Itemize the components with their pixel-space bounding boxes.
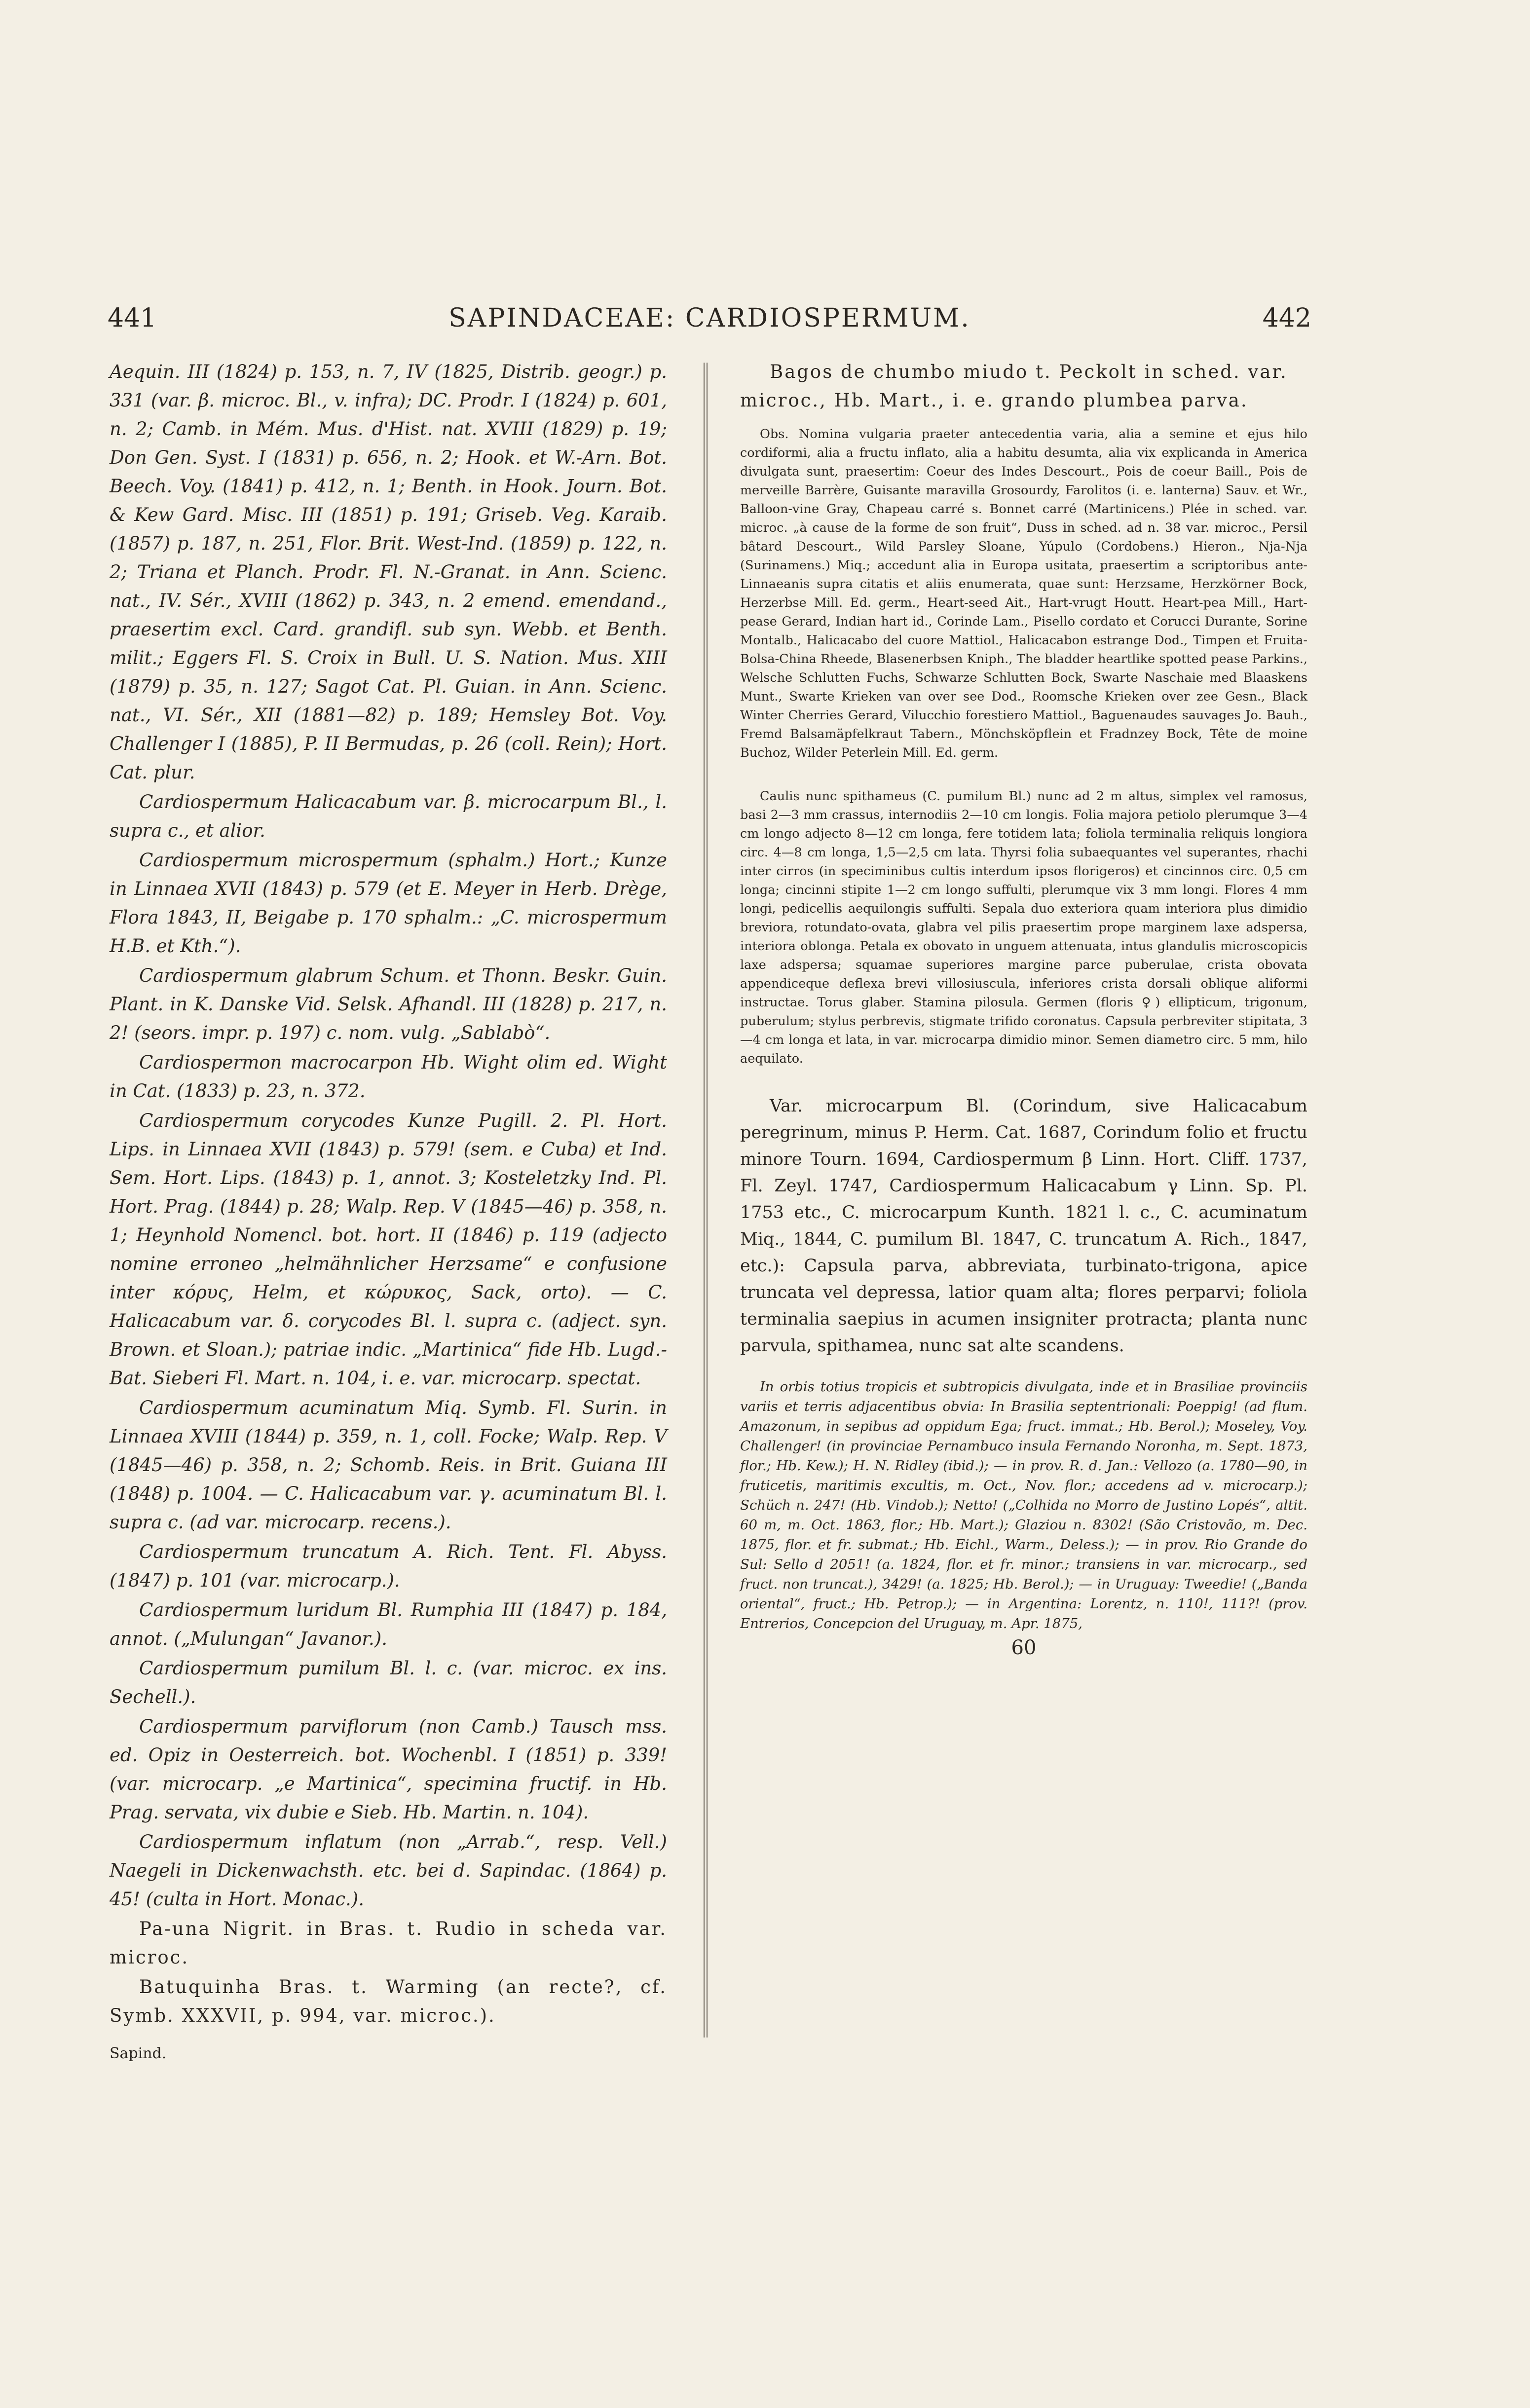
synonym-entry: Cardiospermum glabrum Schum. et Thonn. Beskr. Guin. Plant. in K. Danske Vid. Selsk. Afhandl. III (1828) p. 217, n. 2! (seors. impr. p. 197) c. nom. vulg. „Sablabò“. — [110, 965, 667, 1043]
synonym-entry: Cardiospermum parviflorum (non Camb.) Tausch mss. ed. Opiz in Oesterreich. bot. Wochenbl. I (1851) p. 339! (var. microcarp. „e Martinica“, specimina fructif. in Hb. Prag. servata, vix dubie e Sieb. Hb. Martin. n. 104). — [110, 1716, 667, 1823]
synonym-entry: Cardiospermum microspermum (sphalm.) Hort.; Kunze in Linnaea XVII (1843) p. 579 (et E. Meyer in Herb. Drège, Flora 1843, II, Beigabe p. 170 sphalm.: „C. microspermum H.B. et Kth.“). — [110, 850, 667, 957]
page-header — [108, 303, 1311, 338]
spacer — [740, 1068, 1307, 1093]
synonym-entry: Cardiospermum truncatum A. Rich. Tent. Fl. Abyss. (1847) p. 101 (var. microcarp.). — [110, 1541, 667, 1591]
vernacular-lead: Bagos de chumbo miudo t. Peckolt in sched. var. microc., Hb. Mart., i. e. grando plumbea parva. — [740, 361, 1288, 411]
synonym-entry: Aequin. III (1824) p. 153, n. 7, IV (1825, Distrib. geogr.) p. 331 (var. β. microc. Bl., v. infra); DC. Prodr. I (1824) p. 601, n. 2; Camb. in Mém. Mus. d'Hist. nat. XVIII (1829) p. 19; Don Gen. Syst. I (1831) p. 656, n. 2; Hook. et W.-Arn. Bot. Beech. Voy. (1841) p. 412, n. 1; Benth. in Hook. Journ. Bot. & Kew Gard. Misc. III (1851) p. 191; Griseb. Veg. Karaib. (1857) p. 187, n. 251, Flor. Brit. West-Ind. (1859) p. 122, n. 2; Triana et Planch. Prodr. Fl. N.-Granat. in Ann. Scienc. nat., IV. Sér., XVIII (1862) p. 343, n. 2 emend. emendand., praesertim excl. Card. grandifl. sub syn. Webb. et Benth. milit.; Eggers Fl. S. Croix in Bull. U. S. Nation. Mus. XIII (1879) p. 35, n. 127; Sagot Cat. Pl. Guian. in Ann. Scienc. nat., VI. Sér., XII (1881—82) p. 189; Hemsley Bot. Voy. Challenger I (1885), P. II Bermudas, p. 26 (coll. Rein); Hort. Cat. plur. — [110, 361, 667, 783]
vernacular-name: Pa-una Nigrit. in Bras. t. Rudio in scheda var. microc. — [110, 1918, 667, 1968]
distribution-paragraph: In orbis totius tropicis et subtropicis divulgata, inde et in Brasiliae provinciis variis et terris adjacentibus obvia: In Brasilia septentrionali: Poeppig! (ad flum. Amazonum, in sepibus ad oppidum Ega; fruct. immat.; Hb. Berol.); Moseley, Voy. Challenger! (in provinciae Pernambuco insula Fernando Noronha, m. Sept. 1873, flor.; Hb. Kew.); H. N. Ridley (ibid.); — in prov. R. d. Jan.: Vellozo (a. 1780—90, in fruticetis, maritimis excultis, m. Oct., Nov. flor.; accedens ad v. microcarp.); Schüch n. 247! (Hb. Vindob.); Netto! („Colhida no Morro de Justino Lopés“, altit. 60 m, m. Oct. 1863, flor.; Hb. Mart.); Glaziou n. 8302! (São Cristovão, m. Dec. 1875, flor. et fr. submat.; Hb. Eichl., Warm., Deless.); — in prov. Rio Grande do Sul: Sello d 2051! (a. 1824, flor. et fr. minor.; transiens in var. microcarp., sed fruct. non truncat.), 3429! (a. 1825; Hb. Berol.); — in Uruguay: Tweedie! („Banda oriental“, fruct.; Hb. Petrop.); — in Argentina: Lorentz, n. 110!, 111?! (prov. Entrerios, Concepcion del Uruguay, m. Apr. 1875, — [740, 1379, 1307, 1631]
column-divider — [704, 363, 708, 2038]
observation-paragraph: Obs. Nomina vulgaria praeter antecedentia varia, alia a semine et ejus hilo cordiformi, alia a fructu inflato, alia a habitu desumta, alia vix explicanda in America divulgata sunt, praesertim: Coeur des Indes Descourt., Pois de coeur Baill., Pois de merveille Barrère, Guisante maravilla Grosourdy, Farolitos (i. e. lanterna) Sauv. et Wr., Balloon-vine Gray, Chapeau carré s. Bonnet carré (Martinicens.) Plée in sched. var. microc. „à cause de la forme de son fruit“, Duss in sched. ad n. 38 var. microc., Persil bâtard Descourt., Wild Parsley Sloane, Yúpulo (Cordobens.) Hieron., Nja-Nja (Surinamens.) Miq.; accedunt alia in Europa usitata, praesertim a scriptoribus ante-Linnaeanis supra citatis et aliis enumerata, quae sunt: Herzsame, Herzkörner Bock, Herzerbse Mill. Ed. germ., Heart-seed Ait., Hart-vrugt Houtt. Heart-pea Mill., Hart-pease Gerard, Indian hart id., Corinde Lam., Pisello cordato et Corucci Durante, Sorine Montalb., Halicacabo del cuore Mattiol., Halicacabon estrange Dod., Timpen et Fruita-Bolsa-China Rheede, Blasenerbsen Kniph., The bladder heartlike spotted pease Parkins., Welsche Schlutten Fuchs, Schwarze Schlutten Bock, Swarte Naschaie med Blaaskens Munt., Swarte Krieken van over see Dod., Roomsche Krieken over zee Gesn., Black Winter Cherries Gerard, Vilucchio forestiero Mattiol., Baguenaudes sauvages Jo. Bauh., Fremd Balsamäpfelkraut Tabern., Mönchsköpflein et Fradnzey Bock, Tête de moine Buchoz, Wilder Peterlein Mill. Ed. germ. — [740, 427, 1307, 760]
page-number-left: 441 — [108, 303, 157, 333]
running-title: SAPINDACEAE: CARDIOSPERMUM. — [448, 303, 970, 333]
variety-paragraph: Var. microcarpum Bl. (Corindum, sive Halicacabum peregrinum, minus P. Herm. Cat. 1687, Corindum folio et fructu minore Tourn. 1694, Cardiospermum β Linn. Hort. Cliff. 1737, Fl. Zeyl. 1747, Cardiospermum Halicacabum γ Linn. Sp. Pl. 1753 etc., C. microcarpum Kunth. 1821 l. c., C. acuminatum Miq., 1844, C. pumilum Bl. 1847, C. truncatum A. Rich., 1847, etc.): Capsula parva, abbreviata, turbinato-trigona, apice truncata vel depressa, latior quam alta; flores perparvi; foliola terminalia saepius in acumen insigniter protracta; planta nunc parvula, spithamea, nunc sat alte scandens. — [740, 1096, 1307, 1356]
signature-number: 60 — [1011, 1636, 1037, 1659]
page-number-right: 442 — [1262, 303, 1311, 333]
vernacular-name: Batuquinha Bras. t. Warming (an recte?, cf. Symb. XXXVII, p. 994, var. microc.). — [110, 1976, 667, 2026]
spacer — [740, 762, 1307, 787]
left-column — [110, 358, 667, 2062]
synonym-entry: Cardiospermum acuminatum Miq. Symb. Fl. Surin. in Linnaea XVIII (1844) p. 359, n. 1, coll. Focke; Walp. Rep. V (1845—46) p. 358, n. 2; Schomb. Reis. in Brit. Guiana III (1848) p. 1004. — C. Halicacabum var. γ. acuminatum Bl. l. supra c. (ad var. microcarp. recens.). — [110, 1397, 667, 1533]
right-column — [740, 358, 1307, 1659]
synonym-entry: Cardiospermum Halicacabum var. β. microcarpum Bl., l. supra c., et alior. — [110, 791, 667, 841]
synonym-entry: Cardiospermum pumilum Bl. l. c. (var. microc. ex ins. Sechell.). — [110, 1658, 667, 1707]
synonym-entry: Cardiospermum luridum Bl. Rumphia III (1847) p. 184, annot. („Mulungan“ Javanor.). — [110, 1599, 667, 1649]
synonym-entry: Cardiospermon macrocarpon Hb. Wight olim ed. Wight in Cat. (1833) p. 23, n. 372. — [110, 1052, 667, 1102]
signature-mark: Sapind. — [110, 2045, 167, 2062]
description-paragraph: Caulis nunc spithameus (C. pumilum Bl.) nunc ad 2 m altus, simplex vel ramosus, basi 2—3 mm crassus, internodiis 2—10 cm longis. Folia majora petiolo plerumque 3—4 cm longo adjecto 8—12 cm longa, fere totidem lata; foliola terminalia reliquis longiora circ. 4—8 cm longa, 1,5—2,5 cm lata. Thyrsi folia subaequantes vel superantes, rhachi inter cirros (in speciminibus cultis interdum ipsos florigeros) et cincinnos circ. 0,5 cm longa; cincinni stipite 1—2 cm longo suffulti, plerumque vix 3 mm longi. Flores 4 mm longi, pedicellis aequilongis suffulti. Sepala duo exteriora quam interiora plus dimidio breviora, rotundato-ovata, glabra vel pilis praesertim prope marginem laxe adspersa, interiora oblonga. Petala ex obovato in unguem attenuata, intus glandulis microscopicis laxe adspersa; squamae superiores margine parce puberulae, crista obovata appendiceque deflexa brevi villosiusculа, inferiores crista dorsali oblique aliformi instructae. Torus glaber. Stamina pilosula. Germen (floris ♀) ellipticum, trigonum, puberulum; stylus perbrevis, stigmate trifido coronatus. Capsula perbreviter stipitata, 3—4 cm longa et lata, in var. microcarpa dimidio minor. Semen diametro circ. 5 mm, hilo aequilato. — [740, 789, 1307, 1066]
synonym-entry: Cardiospermum inflatum (non „Arrab.“, resp. Vell.) Naegeli in Dickenwachsth. etc. bei d. Sapindac. (1864) p. 45! (culta in Hort. Monac.). — [110, 1831, 667, 1910]
synonym-entry: Cardiospermum corycodes Kunze Pugill. 2. Pl. Hort. Lips. in Linnaea XVII (1843) p. 579! (sem. e Cuba) et Ind. Sem. Hort. Lips. (1843) p. 1, annot. 3; Kosteletzky Ind. Pl. Hort. Prag. (1844) p. 28; Walp. Rep. V (1845—46) p. 358, n. 1; Heynhold Nomencl. bot. hort. II (1846) p. 119 (adjecto nomine erroneo „helmähnlicher Herzsame“ e confusione inter κόρυς, Helm, et κώρυκος, Sack, orto). — C. Halicacabum var. δ. corycodes Bl. l. supra c. (adject. syn. Brown. et Sloan.); patriae indic. „Martinica“ fide Hb. Lugd.-Bat. Sieberi Fl. Mart. n. 104, i. e. var. microcarp. spectat. — [110, 1110, 667, 1389]
